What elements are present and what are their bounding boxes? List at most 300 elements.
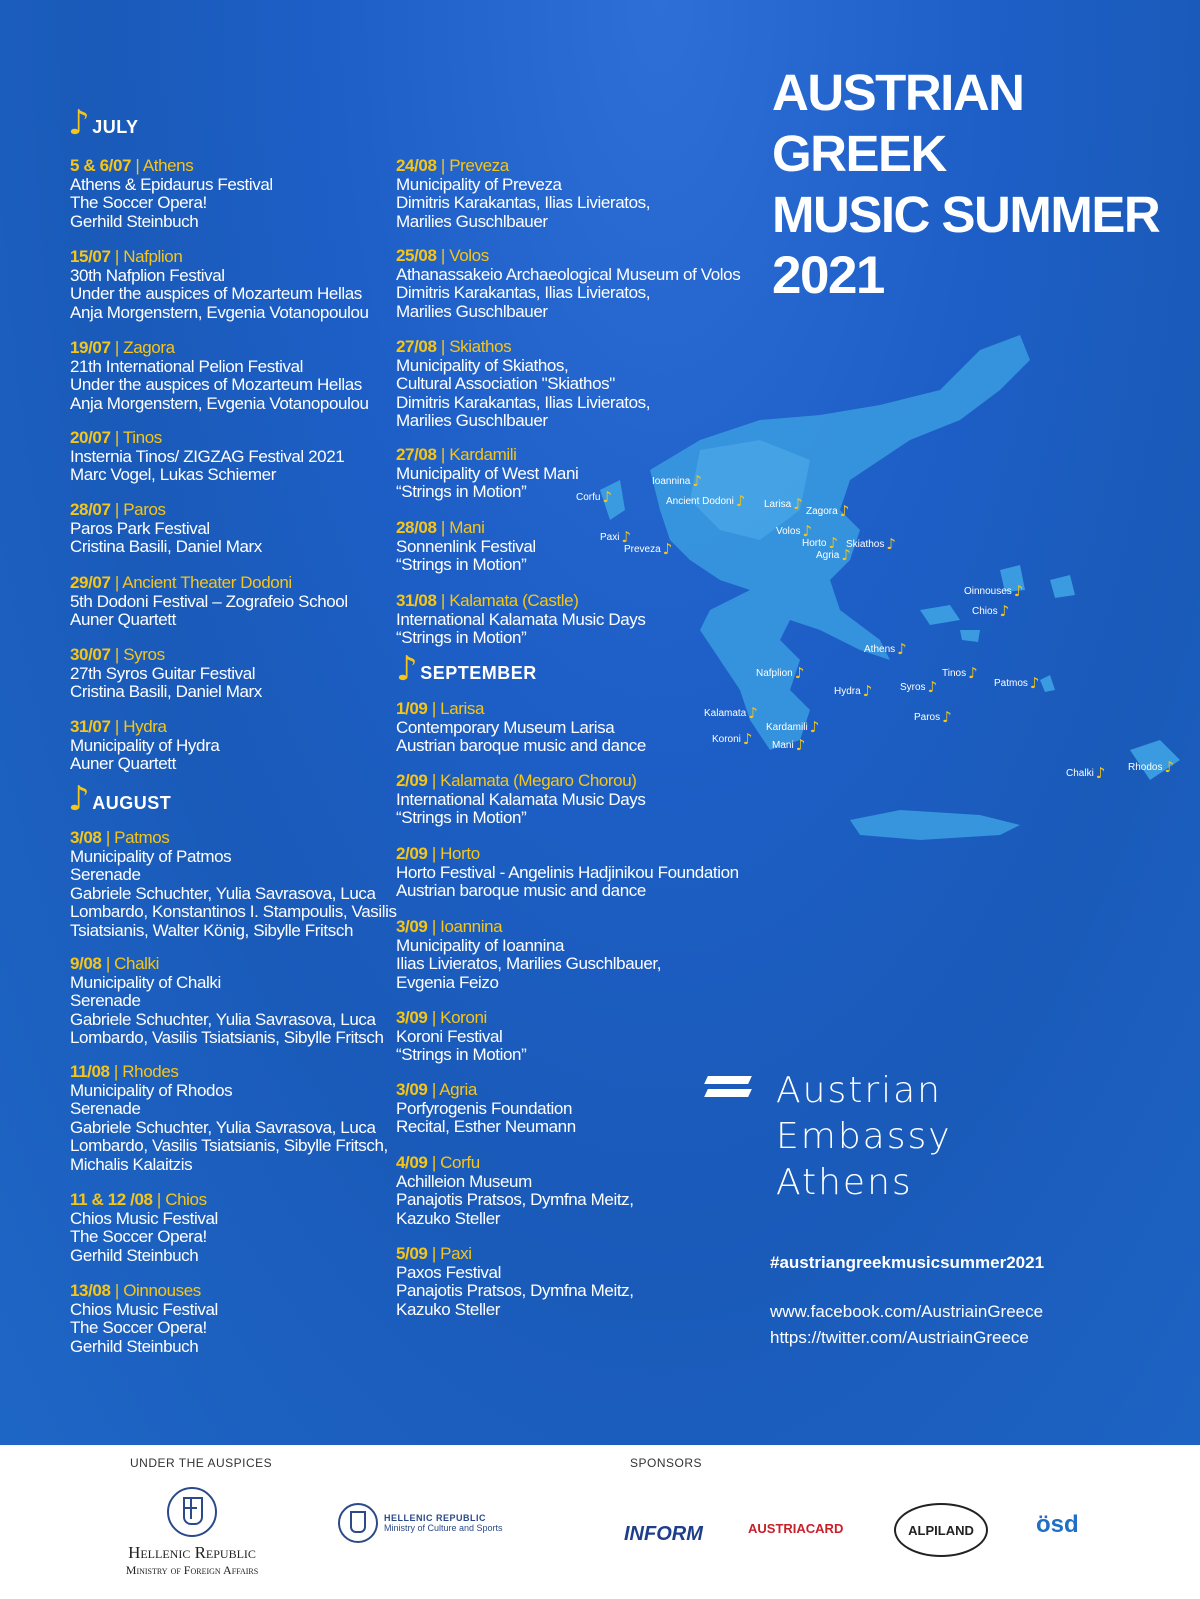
event-date: 4/09	[396, 1153, 428, 1172]
map-pin-label: Paros	[914, 711, 941, 723]
music-note-icon: ♪	[1164, 758, 1175, 776]
event-date-place	[70, 955, 384, 974]
event-date-place	[70, 574, 348, 593]
event-place: Kalamata (Megaro Chorou)	[440, 771, 637, 790]
hashtag: #austriangreekmusicsummer2021	[770, 1253, 1045, 1272]
map-pin	[576, 488, 612, 506]
event-entry	[70, 574, 348, 630]
event-detail-line: Tsiatsianis, Walter König, Sibylle Fritsch	[70, 920, 353, 940]
embassy-line-2: Embassy	[776, 1116, 952, 1157]
event-date-place	[396, 1154, 634, 1173]
event-date-place	[70, 1282, 218, 1301]
event-detail-line: Municipality of Patmos	[70, 846, 232, 866]
event-detail-line: Recital, Esther Neumann	[396, 1117, 576, 1137]
separator: |	[110, 428, 123, 447]
music-note-icon: ♪	[839, 502, 850, 520]
map-pin-label: Zagora	[806, 505, 838, 517]
event-detail-line: 27th Syros Guitar Festival	[70, 663, 256, 683]
music-note-icon: ♪	[942, 708, 952, 726]
map-pin	[964, 582, 1023, 600]
music-note-icon: ♪	[602, 488, 613, 506]
event-date: 31/07	[70, 717, 111, 736]
event-detail-line: Gabriele Schuchter, Yulia Savrasova, Luca	[70, 1009, 376, 1029]
map-pin-label: Preveza	[624, 543, 661, 555]
event-entry	[70, 955, 384, 1048]
facebook-link[interactable]: www.facebook.com/AustriainGreece	[770, 1302, 1044, 1321]
event-date-place	[70, 248, 369, 267]
event-detail-line: International Kalamata Music Days	[396, 609, 646, 629]
separator: |	[110, 1281, 124, 1300]
event-detail-line: Municipality of Hydra	[70, 735, 220, 755]
event-detail-line: Gabriele Schuchter, Yulia Savrasova, Luca	[70, 1117, 376, 1137]
event-entry	[396, 1154, 634, 1228]
separator: |	[436, 445, 450, 464]
event-date: 13/08	[70, 1281, 111, 1300]
event-entry	[396, 446, 578, 502]
event-detail-line: Municipality of Chalki	[70, 972, 221, 992]
event-detail-line: Marilies Guschlbauer	[396, 211, 548, 231]
culture-line-2: Ministry of Culture and Sports	[384, 1523, 503, 1533]
event-place: Ioannina	[440, 917, 503, 936]
music-note-icon: ♪	[1013, 582, 1024, 600]
event-date: 11/08	[70, 1062, 110, 1081]
event-detail-line: Anja Morgenstern, Evgenia Votanopoulou	[70, 302, 369, 322]
event-detail-line: The Soccer Opera!	[70, 1318, 207, 1338]
music-note-icon: ♪	[862, 682, 873, 700]
event-detail-line: Insternia Tinos/ ZIGZAG Festival 2021	[70, 446, 345, 466]
event-date: 9/08	[70, 954, 102, 973]
event-place: Athens	[142, 156, 194, 175]
event-detail-line: Municipality of Skiathos,	[396, 355, 569, 375]
event-detail-line: Athanassakeio Archaeological Museum of Volos	[396, 264, 741, 284]
event-detail-line: Evgenia Feizo	[396, 972, 499, 992]
event-date: 27/08	[396, 337, 437, 356]
embassy-line-1: Austrian	[776, 1070, 942, 1111]
map-pin-label: Volos	[776, 525, 801, 537]
event-entry	[396, 918, 661, 992]
event-entry	[70, 646, 262, 702]
title-line-3: MUSIC SUMMER	[772, 186, 1160, 243]
map-pin	[834, 682, 872, 700]
event-detail-line: Chios Music Festival	[70, 1299, 218, 1319]
map-pin	[864, 640, 907, 658]
event-detail-line: Municipality of Ioannina	[396, 935, 565, 955]
event-place: Volos	[449, 246, 489, 265]
culture-line-1: HELLENIC REPUBLIC	[384, 1513, 487, 1523]
event-place: Koroni	[440, 1008, 487, 1027]
separator: |	[427, 1080, 440, 1099]
map-pin	[942, 664, 978, 682]
event-place: Kardamili	[449, 445, 517, 464]
event-place: Chios	[165, 1190, 207, 1209]
music-note-icon: ♪	[795, 736, 806, 754]
event-detail-line: Marilies Guschlbauer	[396, 411, 548, 431]
music-note-icon: ♪	[897, 640, 907, 658]
event-detail-line: 5th Dodoni Festival – Zografeio School	[70, 591, 348, 611]
music-note-icon: ♪	[841, 546, 851, 564]
map-pin-label: Agria	[816, 549, 840, 561]
month-heading-july: ♪ JULY	[68, 103, 139, 143]
event-date-place	[396, 1245, 634, 1264]
map-pin	[624, 540, 672, 558]
event-entry	[396, 157, 650, 231]
event-date-place	[70, 718, 219, 737]
map-pin	[666, 492, 745, 510]
music-note-icon: ♪	[621, 528, 632, 546]
map-pin	[900, 678, 937, 696]
separator: |	[436, 156, 450, 175]
event-place: Kalamata (Castle)	[449, 591, 579, 610]
separator: |	[427, 1244, 441, 1263]
event-place: Skiathos	[449, 337, 512, 356]
event-entry	[70, 157, 273, 231]
event-detail-line: Lombardo, Konstantinos I. Stampoulis, Vasilis	[70, 902, 397, 922]
separator: |	[427, 917, 441, 936]
event-detail-line: Austrian baroque music and dance	[396, 736, 646, 756]
event-detail-line: Cultural Association "Skiathos"	[396, 374, 615, 394]
greece-map-shape	[580, 330, 1200, 870]
event-detail-line: The Soccer Opera!	[70, 193, 207, 213]
event-place: Oinnouses	[123, 1281, 201, 1300]
event-detail-line: Paros Park Festival	[70, 518, 210, 538]
event-place: Corfu	[440, 1153, 480, 1172]
map-pin-label: Ancient Dodoni	[666, 495, 734, 507]
event-date: 1/09	[396, 699, 428, 718]
map-pin-label: Mani	[772, 739, 794, 751]
event-date: 20/07	[70, 428, 111, 447]
event-detail-line: Marc Vogel, Lukas Schiemer	[70, 465, 276, 485]
osd-logo: ösd	[1036, 1511, 1079, 1538]
separator: |	[436, 246, 450, 265]
event-detail-line: Michalis Kalaitzis	[70, 1154, 193, 1174]
event-detail-line: Horto Festival - Angelinis Hadjinikou Foundation	[396, 862, 739, 882]
event-detail-line: Achilleion Museum	[396, 1171, 532, 1191]
event-date-place	[70, 429, 344, 448]
event-detail-line: “Strings in Motion”	[396, 808, 527, 828]
music-note-icon: ♪	[735, 492, 746, 510]
separator: |	[101, 828, 115, 847]
event-detail-line: Lombardo, Vasilis Tsiatsianis, Sibylle Fritsch	[70, 1028, 384, 1048]
music-note-icon: ♪	[748, 704, 758, 722]
separator: |	[110, 645, 124, 664]
event-detail-line: Under the auspices of Mozarteum Hellas	[70, 284, 362, 304]
map-pin-label: Rhodos	[1128, 761, 1163, 773]
event-entry	[70, 429, 344, 485]
map-pin	[652, 472, 702, 490]
event-detail-line: Auner Quartett	[70, 754, 176, 774]
event-entry	[70, 1282, 218, 1356]
map-pin-label: Koroni	[712, 733, 741, 745]
map-pin-label: Oinnouses	[964, 585, 1012, 597]
map-pin	[994, 674, 1039, 692]
map-pin	[766, 718, 819, 736]
event-detail-line: Dimitris Karakantas, Ilias Livieratos,	[396, 283, 651, 303]
separator: |	[101, 954, 115, 973]
sponsors-label: SPONSORS	[630, 1456, 703, 1470]
separator: |	[427, 1153, 441, 1172]
music-note-icon: ♪	[1029, 674, 1040, 692]
map-pin	[1066, 764, 1105, 782]
event-date-place	[70, 829, 397, 848]
event-detail-line: Gerhild Steinbuch	[70, 1245, 199, 1265]
separator: |	[110, 573, 123, 592]
twitter-link[interactable]: https://twitter.com/AustriainGreece	[770, 1328, 1029, 1347]
map-pin-label: Larisa	[764, 498, 792, 510]
event-date: 3/09	[396, 917, 428, 936]
event-detail-line: Koroni Festival	[396, 1026, 503, 1046]
map-pin-label: Syros	[900, 681, 926, 693]
map-pin	[704, 704, 758, 722]
austriacard-logo: AUSTRIACARD	[748, 1521, 844, 1536]
event-detail-line: Serenade	[70, 865, 141, 885]
event-entry	[396, 1081, 576, 1137]
event-detail-line: Chios Music Festival	[70, 1208, 218, 1228]
separator: |	[427, 844, 441, 863]
event-entry	[70, 248, 369, 322]
music-note-icon: ♪	[927, 678, 938, 696]
event-date: 3/09	[396, 1080, 428, 1099]
event-detail-line: Dimitris Karakantas, Ilias Livieratos,	[396, 392, 651, 412]
event-date-place	[70, 1191, 218, 1210]
event-place: Mani	[449, 518, 485, 537]
music-note-icon: ♪	[793, 495, 803, 513]
event-date: 5 & 6/07	[70, 156, 132, 175]
map-pin	[712, 730, 752, 748]
mfa-logo	[92, 1487, 292, 1578]
event-date: 28/08	[396, 518, 437, 537]
event-entry	[70, 1063, 388, 1175]
event-detail-line: Cristina Basili, Daniel Marx	[70, 682, 262, 702]
separator: |	[436, 591, 450, 610]
separator: |	[427, 699, 441, 718]
music-note-icon: ♪	[828, 534, 839, 552]
event-place: Nafplion	[123, 247, 183, 266]
event-detail-line: Lombardo, Vasilis Tsiatsianis, Sibylle Fritsch,	[70, 1136, 388, 1156]
separator: |	[436, 518, 450, 537]
map-pin-label: Patmos	[994, 677, 1028, 689]
title-line-1: AUSTRIAN	[772, 64, 1024, 121]
alpiland-logo: ALPILAND	[894, 1503, 988, 1557]
event-detail-line: Austrian baroque music and dance	[396, 881, 646, 901]
map-pin-label: Ioannina	[652, 475, 691, 487]
music-note-icon: ♪	[742, 730, 753, 748]
event-detail-line: Gerhild Steinbuch	[70, 1336, 199, 1356]
map-pin-label: Chios	[972, 605, 998, 617]
event-place: Syros	[123, 645, 165, 664]
social-links	[770, 1299, 1043, 1351]
event-entry	[70, 339, 369, 413]
event-detail-line: The Soccer Opera!	[70, 1227, 207, 1247]
separator: |	[110, 247, 124, 266]
event-detail-line: Cristina Basili, Daniel Marx	[70, 537, 262, 557]
event-date: 19/07	[70, 338, 111, 357]
event-detail-line: 21th International Pelion Festival	[70, 356, 304, 376]
event-detail-line: Serenade	[70, 991, 141, 1011]
event-date-place	[396, 1081, 576, 1100]
map-pin-label: Tinos	[942, 667, 967, 679]
event-detail-line: Gerhild Steinbuch	[70, 211, 199, 231]
event-detail-line: Contemporary Museum Larisa	[396, 717, 615, 737]
event-date: 5/09	[396, 1244, 428, 1263]
music-note-icon: ♪	[968, 664, 978, 682]
map-pin-label: Horto	[802, 537, 827, 549]
music-note-icon: ♪	[68, 779, 91, 819]
event-date: 28/07	[70, 500, 111, 519]
event-place: Hydra	[123, 717, 167, 736]
music-note-icon: ♪	[68, 103, 91, 143]
event-entry	[396, 247, 740, 321]
event-detail-line: Under the auspices of Mozarteum Hellas	[70, 375, 362, 395]
event-date-place	[70, 1063, 388, 1082]
event-date: 3/08	[70, 828, 102, 847]
separator: |	[110, 500, 124, 519]
map-pin-label: Athens	[864, 643, 896, 655]
event-place: Paros	[123, 500, 166, 519]
event-detail-line: Marilies Guschlbauer	[396, 301, 548, 321]
culture-ministry-logo	[338, 1503, 503, 1543]
event-detail-line: Serenade	[70, 1099, 141, 1119]
event-entry	[70, 718, 219, 774]
map-pin	[972, 602, 1009, 620]
mfa-line-1: Hellenic Republic	[128, 1543, 256, 1562]
event-detail-line: Porfyrogenis Foundation	[396, 1098, 573, 1118]
event-place: Rhodes	[122, 1062, 179, 1081]
separator: |	[436, 337, 450, 356]
event-date-place	[396, 1009, 526, 1028]
event-entry	[70, 501, 262, 557]
greek-coat-of-arms-icon	[167, 1487, 217, 1537]
event-place: Larisa	[440, 699, 485, 718]
event-place: Zagora	[123, 338, 175, 357]
inform-logo: INFORM	[624, 1523, 703, 1545]
music-note-icon: ♪	[794, 664, 805, 682]
event-entry	[396, 1245, 634, 1319]
event-detail-line: Athens & Epidaurus Festival	[70, 174, 273, 194]
event-place: Agria	[439, 1080, 477, 1099]
event-place: Ancient Theater Dodoni	[122, 573, 292, 592]
event-place: Horto	[440, 844, 480, 863]
event-entry	[396, 1009, 526, 1065]
separator: |	[109, 1062, 123, 1081]
map-pin	[756, 664, 804, 682]
event-date-place	[396, 519, 536, 538]
event-detail-line: “Strings in Motion”	[396, 482, 527, 502]
event-date: 27/08	[396, 445, 437, 464]
event-detail-line: Municipality of Rhodos	[70, 1080, 233, 1100]
event-date: 11 & 12 /08	[70, 1190, 153, 1209]
event-detail-line: Anja Morgenstern, Evgenia Votanopoulou	[70, 393, 369, 413]
map-pin-label: Chalki	[1066, 767, 1094, 779]
map-pin-label: Kardamili	[766, 721, 808, 733]
event-place: Tinos	[122, 428, 162, 447]
event-detail-line: “Strings in Motion”	[396, 628, 527, 648]
event-detail-line: “Strings in Motion”	[396, 555, 527, 575]
greece-map	[576, 330, 1200, 870]
event-detail-line: Kazuko Steller	[396, 1208, 501, 1228]
music-note-icon: ♪	[802, 522, 813, 540]
event-date-place	[396, 247, 740, 266]
music-note-icon: ♪	[1095, 764, 1106, 782]
event-date: 15/07	[70, 247, 111, 266]
event-detail-line: Panajotis Pratsos, Dymfna Meitz,	[396, 1281, 634, 1301]
event-date: 25/08	[396, 246, 437, 265]
separator: |	[152, 1190, 166, 1209]
map-pin-label: Corfu	[576, 491, 601, 503]
event-detail-line: Municipality of West Mani	[396, 463, 579, 483]
event-date-place	[70, 646, 262, 665]
event-detail-line: “Strings in Motion”	[396, 1045, 527, 1065]
music-note-icon: ♪	[396, 649, 419, 689]
greek-emblem-icon	[338, 1503, 378, 1543]
map-pin	[806, 502, 849, 520]
map-pin-label: Hydra	[834, 685, 861, 697]
event-detail-line: 30th Nafplion Festival	[70, 265, 225, 285]
event-date: 2/09	[396, 844, 428, 863]
event-detail-line: Gabriele Schuchter, Yulia Savrasova, Luca	[70, 883, 376, 903]
map-pin	[914, 708, 952, 726]
map-pin-label: Kalamata	[704, 707, 747, 719]
event-place: Chalki	[114, 954, 160, 973]
music-note-icon: ♪	[999, 602, 1010, 620]
map-pin-label: Paxi	[600, 531, 620, 543]
music-note-icon: ♪	[692, 472, 702, 490]
event-date-place	[70, 501, 262, 520]
title-year: 2021	[772, 246, 884, 305]
embassy-line-3: Athens	[776, 1162, 913, 1203]
event-detail-line: Paxos Festival	[396, 1262, 501, 1282]
title-line-2: GREEK	[772, 125, 946, 182]
poster-title	[772, 62, 1159, 306]
auspices-label: UNDER THE AUSPICES	[130, 1456, 273, 1470]
separator: |	[110, 338, 124, 357]
separator: |	[131, 156, 143, 175]
event-detail-line: Ilias Livieratos, Marilies Guschlbauer,	[396, 954, 662, 974]
event-detail-line: Municipality of Preveza	[396, 174, 562, 194]
event-place: Paxi	[440, 1244, 472, 1263]
map-pin-label: Nafplion	[756, 667, 793, 679]
map-pin	[846, 535, 896, 553]
event-detail-line: Kazuko Steller	[396, 1299, 501, 1319]
music-note-icon: ♪	[886, 535, 896, 553]
embassy-flag-icon	[706, 1076, 750, 1102]
separator: |	[427, 771, 441, 790]
event-entry	[70, 829, 397, 941]
event-entry	[396, 519, 536, 575]
separator: |	[427, 1008, 441, 1027]
mfa-line-2: Ministry of Foreign Affairs	[125, 1563, 259, 1577]
event-date: 3/09	[396, 1008, 428, 1027]
event-entry	[70, 1191, 218, 1265]
event-detail-line: Sonnenlink Festival	[396, 536, 536, 556]
separator: |	[110, 717, 124, 736]
map-pin	[764, 495, 803, 513]
map-pin	[1128, 758, 1174, 776]
event-date: 31/08	[396, 591, 437, 610]
event-detail-line: Auner Quartett	[70, 610, 176, 630]
event-date-place	[396, 157, 650, 176]
map-pin	[772, 736, 805, 754]
event-detail-line: International Kalamata Music Days	[396, 789, 646, 809]
music-note-icon: ♪	[809, 718, 820, 736]
event-date-place	[70, 339, 369, 358]
music-note-icon: ♪	[662, 540, 673, 558]
event-date-place	[396, 918, 661, 937]
event-place: Patmos	[114, 828, 170, 847]
event-date: 30/07	[70, 645, 111, 664]
event-detail-line: Panajotis Pratsos, Dymfna Meitz,	[396, 1190, 634, 1210]
map-pin-label: Skiathos	[846, 538, 885, 550]
event-date: 29/07	[70, 573, 111, 592]
